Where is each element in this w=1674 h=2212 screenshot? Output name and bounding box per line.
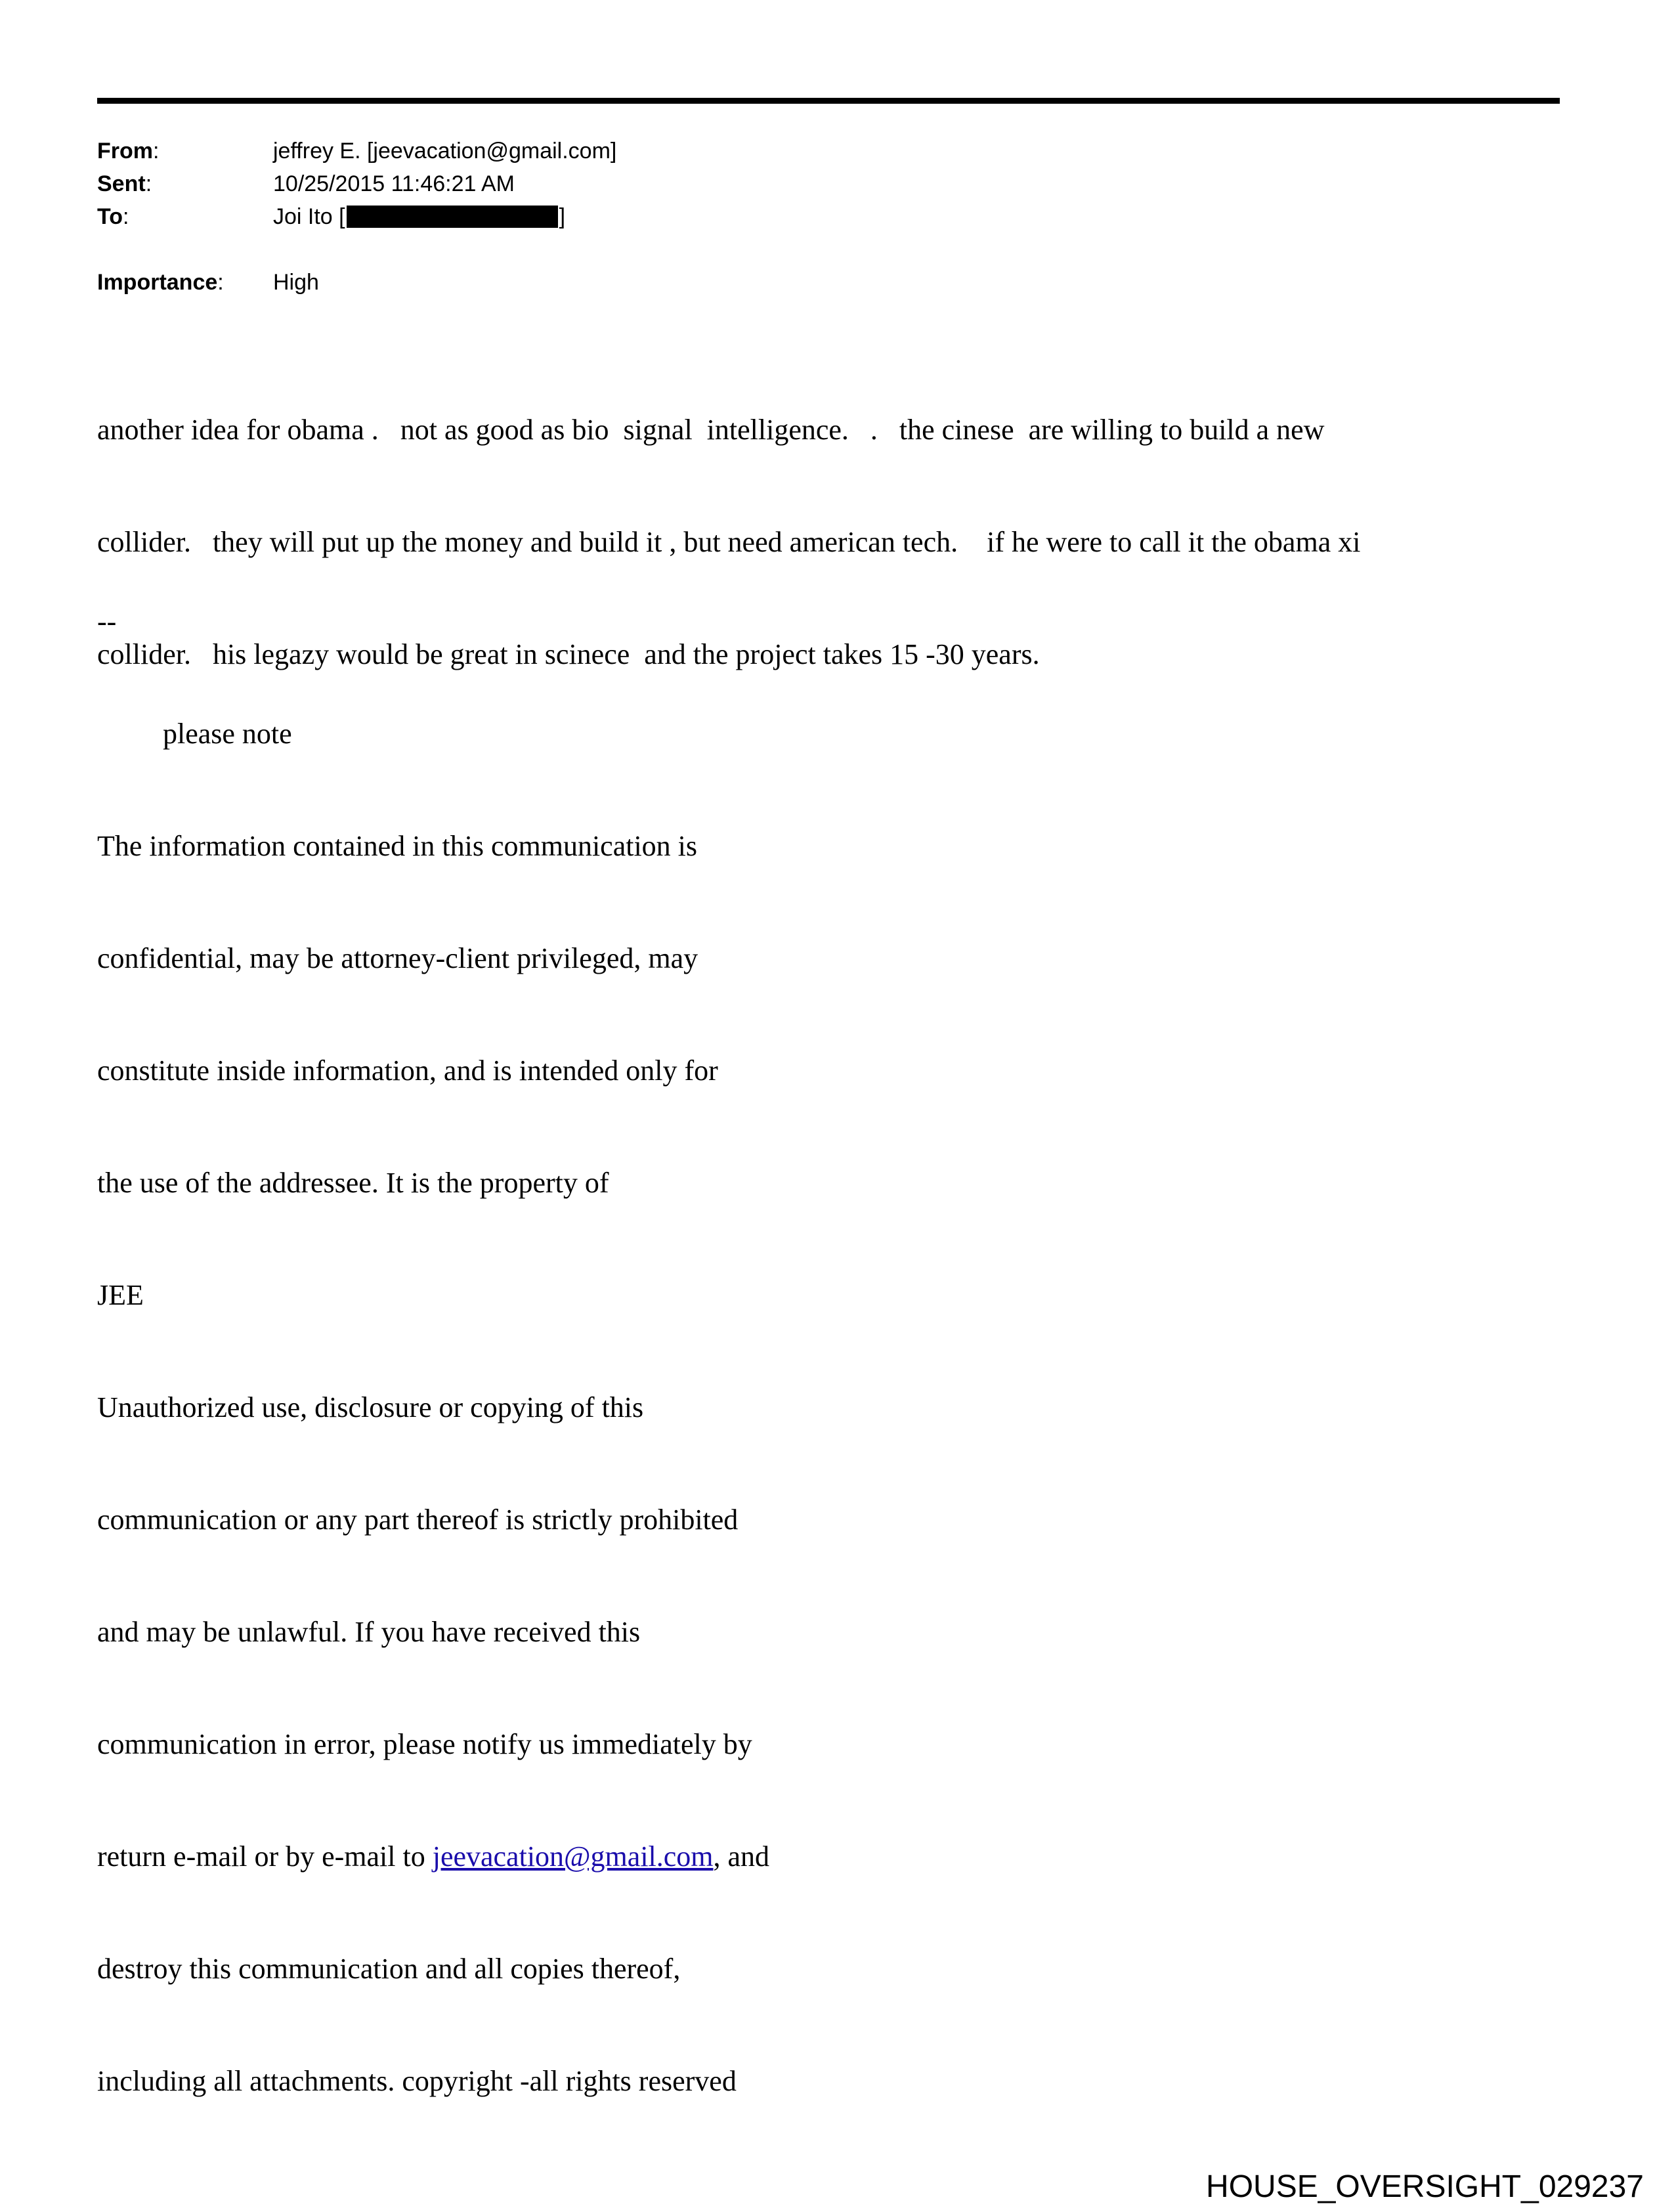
bates-number: HOUSE_OVERSIGHT_029237 (1206, 2169, 1644, 2204)
from-value: jeffrey E. [jeevacation@gmail.com] (273, 139, 617, 163)
disclaimer-line: The information contained in this communication is (97, 830, 698, 862)
redaction-bar (347, 206, 558, 228)
header-rule (97, 98, 1560, 104)
body-line: collider. they will put up the money and build it , but need american tech. if he were to call it the obama xi (97, 526, 1361, 558)
from-label: From (97, 139, 153, 163)
disclaimer-line: the use of the addressee. It is the property of (97, 1167, 609, 1199)
body-line: collider. his legazy would be great in scinece and the project takes 15 -30 years. (97, 638, 1040, 670)
disclaimer-line: communication or any part thereof is strictly prohibited (97, 1504, 739, 1536)
body-line: another idea for obama . not as good as bio signal intelligence. . the cinese are willing to build a new (97, 414, 1325, 446)
disclaimer-line: confidential, may be attorney-client privileged, may (97, 942, 698, 974)
to-name: Joi Ito (273, 204, 333, 229)
return-prefix: return e-mail or by e-mail to (97, 1840, 433, 1873)
disclaimer-line: destroy this communication and all copies thereof, (97, 1953, 681, 1985)
disclaimer-line: JEE (97, 1279, 144, 1311)
signature-block (97, 528, 769, 2137)
please-note: please note (163, 718, 292, 750)
importance-value: High (273, 270, 319, 295)
disclaimer-line: including all attachments. copyright -all rights reserved (97, 2065, 737, 2097)
disclaimer-line: constitute inside information, and is intended only for (97, 1054, 718, 1087)
signature-separator: -- (97, 605, 117, 638)
disclaimer-line: Unauthorized use, disclosure or copying of this (97, 1391, 644, 1423)
importance-label: Importance (97, 270, 218, 295)
disclaimer-line: and may be unlawful. If you have received this (97, 1616, 641, 1648)
return-email-line (97, 1838, 769, 1875)
disclaimer-line: communication in error, please notify us immediately by (97, 1728, 752, 1760)
sent-label: Sent (97, 171, 146, 196)
sent-value: 10/25/2015 11:46:21 AM (273, 171, 515, 196)
return-suffix: , and (713, 1840, 770, 1873)
to-label: To (97, 204, 123, 229)
email-link[interactable]: jeevacation@gmail.com (432, 1840, 714, 1873)
